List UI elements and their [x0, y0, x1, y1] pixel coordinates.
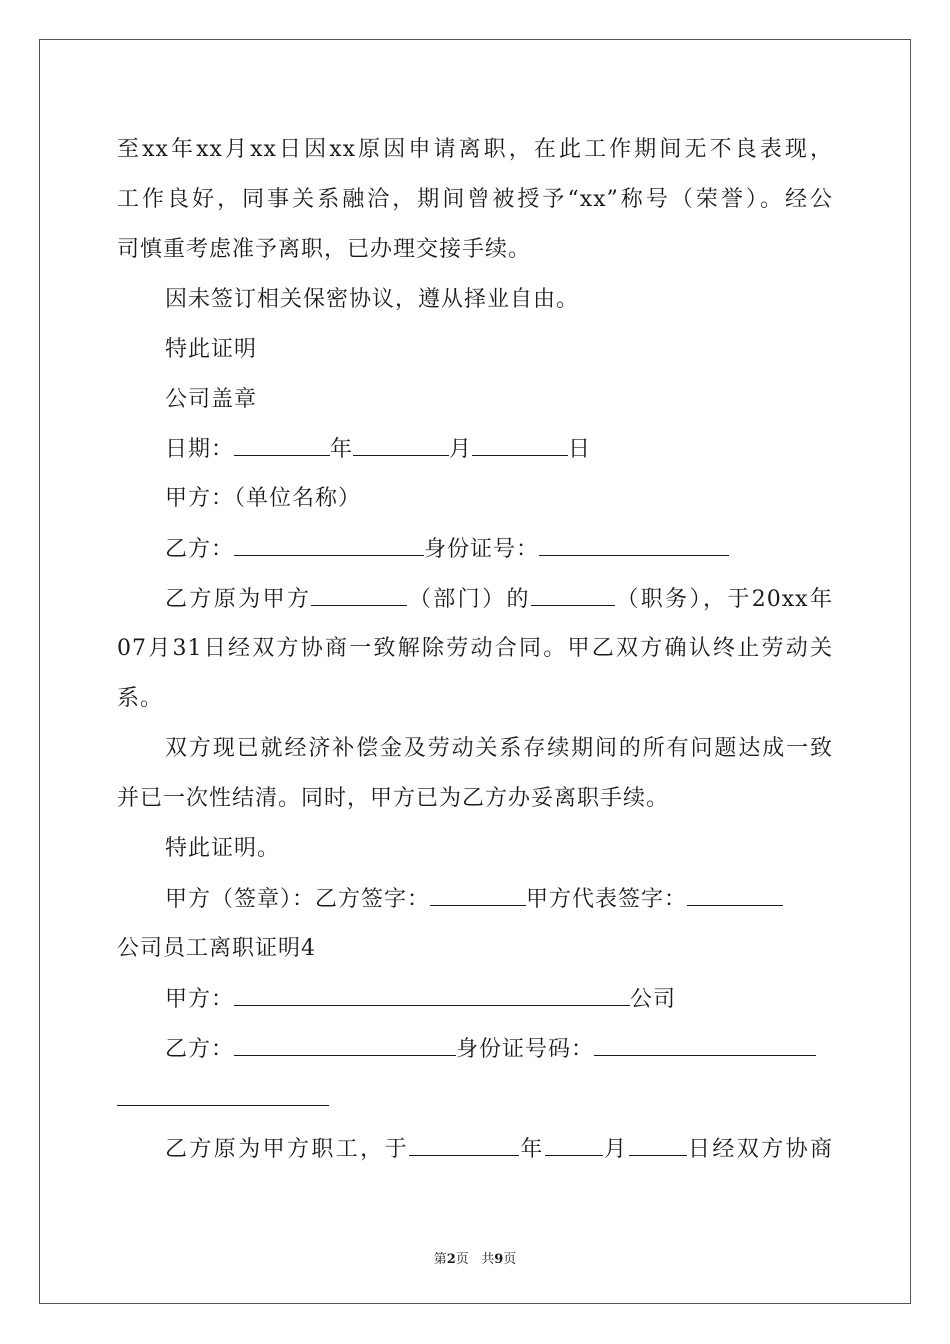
id-number-blank-continued	[117, 1105, 329, 1106]
party-b-label: 乙方：	[165, 537, 235, 562]
date-label: 日期：	[165, 437, 235, 462]
page-number-footer	[0, 1248, 950, 1267]
year-blank	[409, 1135, 519, 1156]
text-span: 乙方原为甲方	[165, 587, 312, 612]
date-line	[165, 435, 591, 464]
party-a-line	[165, 985, 676, 1014]
paragraph-line: 07月31日经双方协商一致解除劳动合同。甲乙双方确认终止劳动关	[117, 636, 833, 661]
paragraph-line: 双方现已就经济补偿金及劳动关系存续期间的所有问题达成一致	[165, 736, 833, 761]
party-b-line	[165, 1035, 816, 1064]
position-blank	[531, 585, 615, 606]
page-total: 9	[494, 1252, 504, 1267]
paragraph-line: 至xx年xx月xx日因xx原因申请离职，在此工作期间无不良表现，	[117, 137, 833, 162]
date-year-label: 年	[330, 437, 354, 462]
date-month-blank	[353, 435, 449, 456]
section-heading: 公司员工离职证明4	[117, 936, 316, 961]
total-suffix: 页	[503, 1252, 517, 1267]
id-number-blank	[594, 1035, 816, 1056]
date-year-blank	[234, 435, 330, 456]
text-span: 乙方：	[165, 1037, 235, 1062]
day-blank	[629, 1135, 687, 1156]
page-prefix: 第	[433, 1252, 447, 1267]
text-span: （职务），于20xx年	[614, 587, 833, 612]
paragraph-line	[165, 585, 833, 614]
total-prefix: 共	[481, 1252, 495, 1267]
id-number-label: 身份证号：	[424, 537, 540, 562]
id-number-blank	[539, 535, 729, 556]
paragraph-line: 因未签订相关保密协议，遵从择业自由。	[165, 287, 580, 312]
date-day-label: 日	[568, 437, 592, 462]
text-span: 甲方代表签字：	[526, 887, 688, 912]
party-b-name-blank	[234, 535, 424, 556]
paragraph-line: 并已一次性结清。同时，甲方已为乙方办妥离职手续。	[117, 786, 670, 811]
paragraph-line: 工作良好，同事关系融洽，期间曾被授予“xx”称号（荣誉）。经公	[117, 187, 833, 212]
text-span: 公司	[630, 987, 677, 1012]
month-blank	[545, 1135, 603, 1156]
text-span: 甲方：	[165, 987, 235, 1012]
paragraph-line: 司慎重考虑准予离职，已办理交接手续。	[117, 237, 532, 262]
signature-line	[165, 885, 783, 914]
party-a-name-blank	[234, 985, 630, 1006]
text-span: 身份证号码：	[456, 1037, 595, 1062]
date-day-blank	[472, 435, 568, 456]
text-span: 月	[602, 1137, 629, 1162]
department-blank	[311, 585, 407, 606]
paragraph-line	[165, 1135, 833, 1164]
certify-text: 特此证明。	[165, 836, 281, 861]
text-span: （部门）的	[407, 587, 531, 612]
text-span: 甲方（签章）：乙方签字：	[165, 887, 431, 912]
page-current: 2	[446, 1252, 456, 1267]
party-b-line	[165, 535, 729, 564]
company-seal-label: 公司盖章	[165, 387, 258, 412]
representative-signature-blank	[687, 885, 783, 906]
certify-text: 特此证明	[165, 337, 258, 362]
page-suffix: 页	[455, 1252, 469, 1267]
party-a-line: 甲方：（单位名称）	[165, 486, 362, 511]
paragraph-line: 系。	[117, 686, 164, 711]
text-span: 日经双方协商	[686, 1137, 833, 1162]
text-span: 乙方原为甲方职工，于	[165, 1137, 409, 1162]
date-month-label: 月	[449, 437, 473, 462]
page-border	[39, 39, 911, 1304]
party-b-name-blank	[234, 1035, 456, 1056]
text-span: 年	[518, 1137, 545, 1162]
party-b-signature-blank	[430, 885, 526, 906]
